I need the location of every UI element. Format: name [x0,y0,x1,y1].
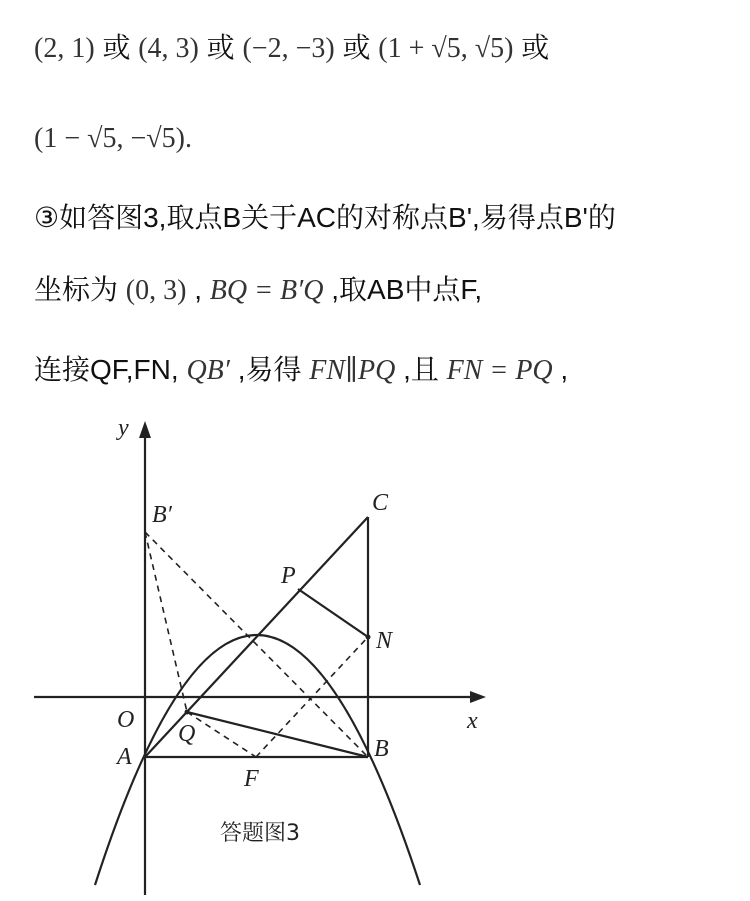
solution-line-5 [34,348,568,388]
point-1-minus-sqrt5: (1 − √5, −√5). [34,123,192,154]
solution-line-4 [34,268,482,308]
label-b-prime: B′ [152,502,172,528]
equal-relation: FN = PQ [446,355,553,386]
solution-line-2 [34,122,192,155]
point-1-plus-sqrt5: (1 + √5, √5) [378,33,514,64]
point-neg2-neg3: (−2, −3) [242,33,335,64]
step-3-text: ③如答图3,取点B关于AC的对称点B',易得点B'的 [34,202,616,233]
label-c: C [372,490,389,516]
and-text: ,且 [403,354,447,385]
label-p: P [281,563,296,589]
figure-caption: 答题图3 [220,821,300,846]
point-0-3: (0, 3) [125,275,187,306]
solution-line-3 [34,196,616,236]
segment-pn [298,589,368,637]
or-word: 或 [342,31,371,64]
parallel-relation: FN∥PQ [309,355,396,386]
point-2-1: (2, 1) [34,33,95,64]
label-a: A [117,744,132,770]
or-word: 或 [521,31,550,64]
equation-bq: BQ = B′Q [209,275,324,306]
solution-line-1 [34,26,549,66]
segment-bprime-q [145,532,187,712]
label-o: O [117,707,135,733]
label-b: B [374,736,389,762]
label-f: F [244,766,259,792]
segment-qf [187,712,256,757]
connect-text: 连接QF,FN, [34,354,187,385]
point-n-dot [366,635,371,640]
x-axis-arrow [470,691,486,703]
label-q: Q [178,721,196,747]
segment-qb [187,712,368,757]
geometry-figure [0,400,750,901]
label-x: x [467,708,478,734]
separator: , [194,274,210,305]
or-word: 或 [206,31,235,64]
midpoint-text: ,取AB中点F, [331,274,483,305]
label-n: N [376,628,393,654]
easy-text: ,易得 [237,354,310,385]
or-word: 或 [102,31,131,64]
label-y: y [118,415,129,441]
coord-text: 坐标为 [34,274,119,305]
y-axis-arrow [139,421,151,438]
segment-qb-prime: QB′ [186,355,230,386]
parabola [95,635,420,885]
point-q-dot [185,710,190,715]
point-4-3: (4, 3) [138,33,199,64]
comma: , [560,354,569,385]
